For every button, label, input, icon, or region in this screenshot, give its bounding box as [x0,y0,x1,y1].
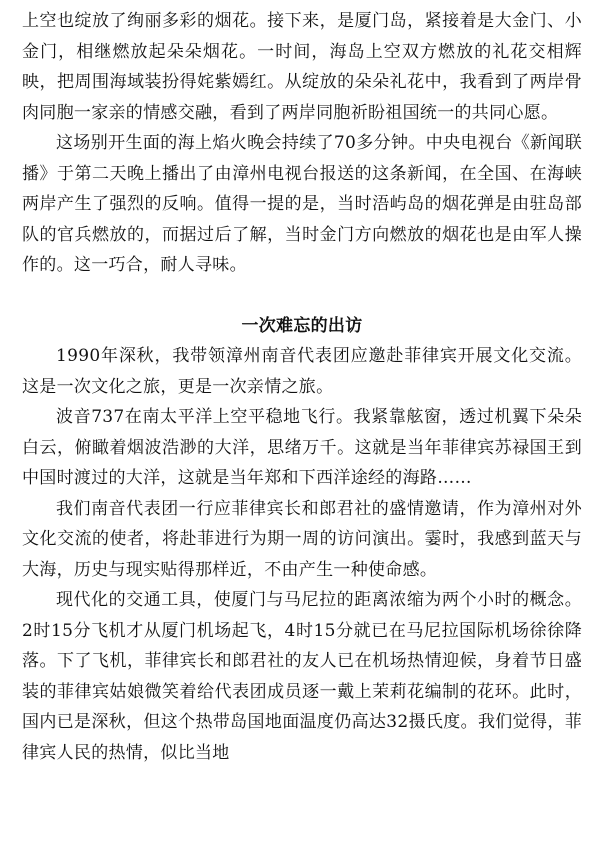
paragraph-flight: 波音737在南太平洋上空平稳地飞行。我紧靠舷窗，透过机翼下朵朵白云，俯瞰着烟波浩渺的大洋，思绪万千。这就是当年菲律宾苏禄国王到中国时渡过的大洋，这就是当年郑和下西洋途经的海路…… [22,407,582,488]
paragraph-fireworks-news: 这场别开生面的海上焰火晚会持续了70多分钟。中央电视台《新闻联播》于第二天晚上播出了由漳州电视台报送的这条新闻，在全国、在海峡两岸产生了强烈的反响。值得一提的是，当时浯屿岛的烟花弹是由驻岛部队的官兵燃放的，而据过后了解，当时金门方向燃放的烟花也是由军人操作的。这一巧合，耐人寻味。 [22,133,582,275]
paragraph-invitation: 我们南音代表团一行应菲律宾长和郎君社的盛情邀请，作为漳州对外文化交流的使者，将赴菲进行为期一周的访问演出。霎时，我感到蓝天与大海，历史与现实贴得那样近，不由产生一种使命感。 [22,498,582,580]
paragraph-trip-intro: 1990年深秋，我带领漳州南音代表团应邀赴菲律宾开展文化交流。这是一次文化之旅，更是一次亲情之旅。 [22,346,582,397]
paragraph-arrival: 现代化的交通工具，使厦门与马尼拉的距离浓缩为两个小时的概念。2时15分飞机才从厦门机场起飞，4时15分就已在马尼拉国际机场徐徐降落。下了飞机，菲律宾长和郎君社的友人已在机场热情迎候，身着节日盛装的菲律宾姑娘微笑着给代表团成员逐一戴上茉莉花编制的花环。此时，国内已是深秋，但这个热带岛国地面温度仍高达32摄氏度。我们觉得，菲律宾人民的热情，似比当地 [22,590,582,763]
section-title: 一次难忘的出访 [241,315,363,336]
paragraph-fireworks-continuation: 上空也绽放了绚丽多彩的烟花。接下来，是厦门岛，紧接着是大金门、小金门，相继燃放起朵朵烟花。一时间，海岛上空双方燃放的礼花交相辉映，把周围海域装扮得姹紫嫣红。从绽放的朵朵礼花中，我看到了两岸骨肉同胞一家亲的情感交融，看到了两岸同胞祈盼祖国统一的共同心愿。 [22,11,582,123]
document-page [22,0,582,768]
